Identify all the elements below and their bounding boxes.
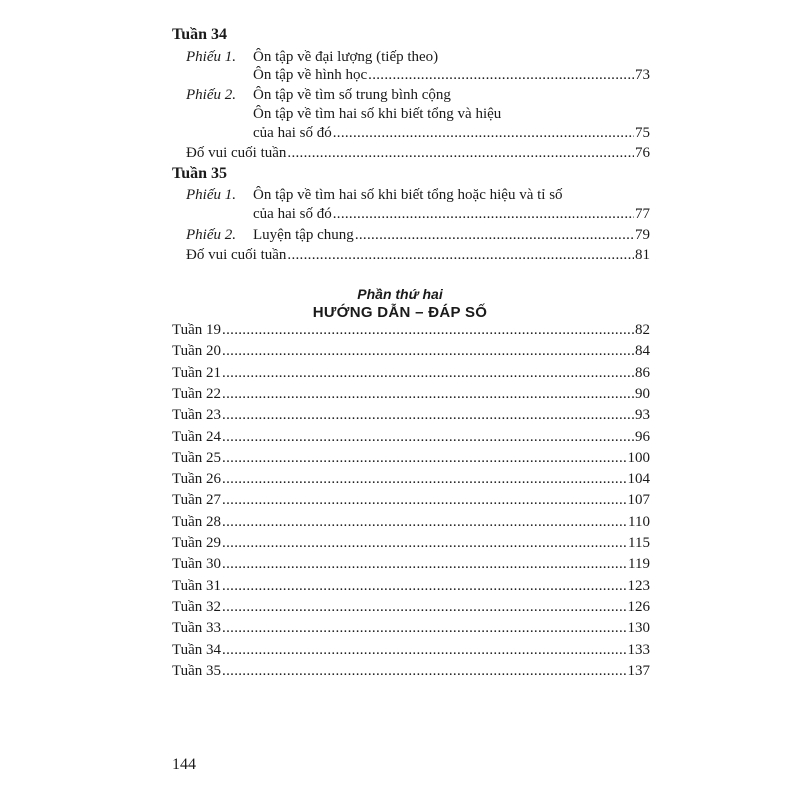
toc-entry-title: Tuần 23	[172, 407, 222, 424]
toc-entry[interactable]	[172, 471, 650, 488]
dot-leader	[355, 227, 634, 244]
dot-leader	[333, 206, 634, 223]
dot-leader	[222, 450, 626, 467]
week-34-sheet-2-line-2: Ôn tập về tìm hai số khi biết tổng và hiệu	[253, 106, 502, 122]
dot-leader	[222, 343, 634, 360]
part-title: Phần thứ hai	[357, 286, 443, 302]
toc-entry-title: Ôn tập về hình học	[253, 67, 368, 83]
toc-page-number: 133	[627, 641, 650, 658]
part-heading: HƯỚNG DẪN – ĐÁP SỐ	[312, 304, 488, 321]
toc-entry[interactable]	[172, 450, 650, 467]
dot-leader	[222, 471, 626, 488]
toc-entry[interactable]	[172, 599, 650, 616]
dot-leader	[222, 514, 627, 531]
toc-page-number: 82	[635, 322, 650, 338]
toc-page-number: 130	[627, 620, 650, 637]
toc-entry-title: của hai số đó	[253, 206, 332, 222]
toc-entry-title: Đố vui cuối tuần	[186, 145, 287, 161]
toc-entry-week-35-fun[interactable]	[186, 247, 650, 264]
dot-leader	[333, 125, 634, 142]
toc-entry-title: Tuần 30	[172, 556, 222, 573]
dot-leader	[368, 67, 634, 84]
toc-page-number: 79	[635, 227, 650, 243]
toc-entry-title: Tuần 19	[172, 322, 222, 338]
toc-page-number: 84	[635, 343, 650, 360]
toc-entry-title: Tuần 34	[172, 641, 222, 658]
toc-entry[interactable]	[172, 620, 650, 637]
dot-leader	[222, 620, 626, 637]
toc-page-number: 110	[628, 513, 650, 530]
toc-entry-week-34-sheet-2[interactable]	[253, 125, 650, 142]
dot-leader	[287, 247, 634, 264]
dot-leader	[287, 145, 634, 162]
toc-page-number: 107	[627, 492, 650, 509]
toc-page-number: 75	[635, 125, 650, 141]
toc-entry[interactable]	[172, 556, 650, 573]
dot-leader	[222, 578, 626, 595]
toc-entry[interactable]	[172, 535, 650, 552]
toc-entry-title: Tuần 20	[172, 343, 222, 360]
toc-entry[interactable]	[172, 642, 650, 659]
toc-entry[interactable]	[172, 407, 650, 424]
week-35-sheet-2-label: Phiếu 2.	[186, 227, 236, 243]
toc-page-number: 115	[628, 535, 650, 551]
week-34-heading: Tuần 34	[172, 26, 227, 43]
dot-leader	[222, 556, 627, 573]
toc-entry-title: Tuần 21	[172, 364, 222, 381]
toc-entry-title: Tuần 27	[172, 492, 222, 509]
toc-page-number: 93	[635, 407, 650, 424]
toc-entry-title: Đố vui cuối tuần	[186, 247, 287, 263]
dot-leader	[222, 599, 626, 616]
toc-entry[interactable]	[172, 343, 650, 360]
toc-entry-title: Tuần 26	[172, 471, 222, 488]
toc-page-number: 76	[635, 145, 650, 161]
toc-entry-week-35-sheet-1[interactable]	[253, 206, 650, 223]
toc-page-number: 104	[627, 471, 650, 488]
dot-leader	[222, 492, 626, 509]
toc-entry[interactable]	[172, 386, 650, 403]
dot-leader	[222, 535, 627, 552]
week-34-sheet-1-line-1: Ôn tập về đại lượng (tiếp theo)	[253, 49, 439, 65]
toc-entry-title: Tuần 32	[172, 598, 222, 615]
toc-entry-title: Tuần 28	[172, 513, 222, 530]
toc-entry[interactable]	[172, 429, 650, 446]
toc-page-number: 81	[635, 247, 650, 263]
toc-entry-title: Tuần 35	[172, 662, 222, 679]
toc-page-number: 96	[635, 428, 650, 445]
toc-entry-title: Tuần 24	[172, 428, 222, 445]
week-35-sheet-1-line-1: Ôn tập về tìm hai số khi biết tổng hoặc hiệu và tỉ số	[253, 187, 563, 203]
toc-entry-title: Tuần 33	[172, 620, 222, 637]
toc-page-number: 137	[627, 662, 650, 679]
dot-leader	[222, 407, 634, 424]
toc-entry-week-34-fun[interactable]	[186, 145, 650, 162]
week-35-sheet-1-label: Phiếu 1.	[186, 187, 236, 203]
dot-leader	[222, 429, 634, 446]
toc-page-number: 119	[628, 556, 650, 573]
dot-leader	[222, 322, 634, 339]
toc-page-number: 123	[627, 577, 650, 594]
toc-entry-title: Luyện tập chung	[253, 227, 354, 243]
dot-leader	[222, 386, 634, 403]
toc-page-number: 86	[635, 364, 650, 381]
toc-page-number: 126	[627, 598, 650, 615]
toc-entry[interactable]	[172, 578, 650, 595]
toc-page-number: 90	[635, 385, 650, 402]
toc-page-number: 100	[627, 449, 650, 466]
toc-entry-week-34-sheet-1[interactable]	[253, 67, 650, 84]
toc-entry[interactable]	[172, 492, 650, 509]
dot-leader	[222, 663, 626, 680]
dot-leader	[222, 642, 626, 659]
toc-entry[interactable]	[172, 663, 650, 680]
week-34-sheet-2-label: Phiếu 2.	[186, 87, 236, 103]
week-34-sheet-1-label: Phiếu 1.	[186, 49, 236, 65]
toc-entry[interactable]	[172, 365, 650, 382]
dot-leader	[222, 365, 634, 382]
toc-entry[interactable]	[172, 322, 650, 339]
toc-page-number: 73	[635, 67, 650, 83]
toc-entry-week-35-sheet-2[interactable]	[253, 227, 650, 244]
toc-entry-title: Tuần 25	[172, 449, 222, 466]
toc-page-number: 77	[635, 206, 650, 222]
toc-entry-title: Tuần 22	[172, 385, 222, 402]
toc-entry-title: Tuần 31	[172, 577, 222, 594]
toc-entry-title: Tuần 29	[172, 535, 222, 551]
toc-entry[interactable]	[172, 514, 650, 531]
page-number: 144	[172, 756, 196, 773]
week-35-heading: Tuần 35	[172, 165, 227, 182]
toc-entry-title: của hai số đó	[253, 125, 332, 141]
week-34-sheet-2-line-1: Ôn tập về tìm số trung bình cộng	[253, 87, 451, 103]
